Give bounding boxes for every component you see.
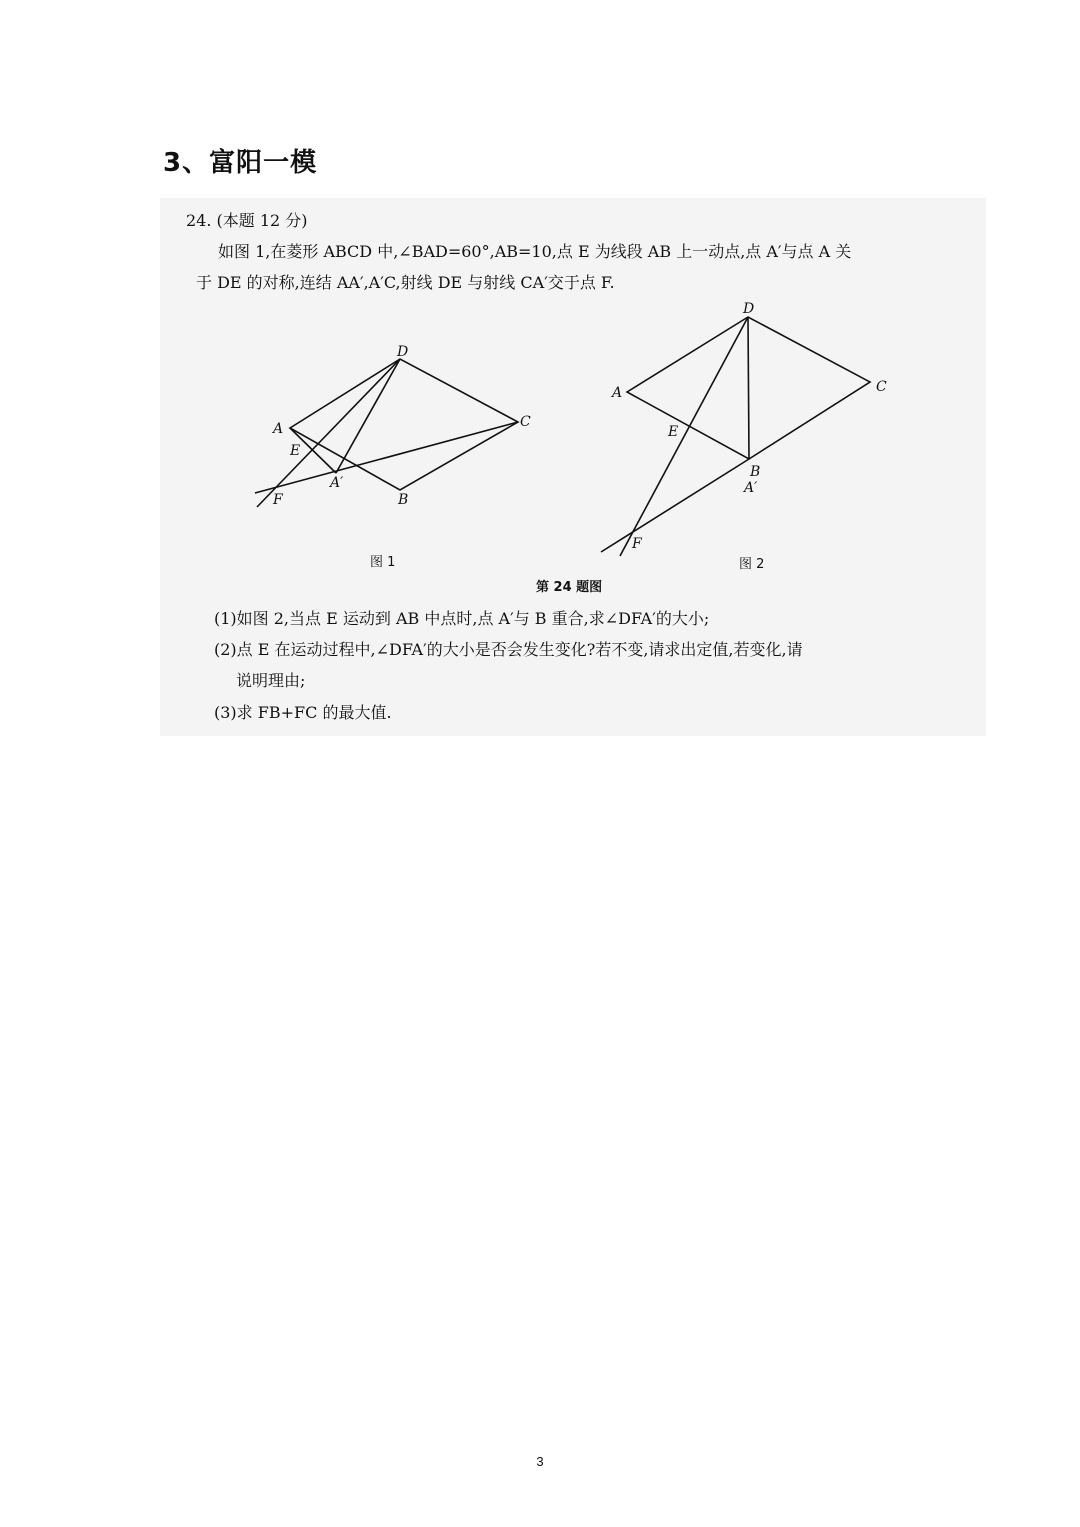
label-a-fig1: A — [273, 421, 284, 437]
ray-ca-prime-fig2 — [601, 459, 749, 552]
question-header: 24. (本题 12 分) — [186, 211, 308, 230]
page-number: 3 — [536, 1454, 544, 1469]
sub-question-1-text: (1)如图 2,当点 E 运动到 AB 中点时,点 A′与 B 重合,求∠DFA′的大小; — [214, 609, 710, 628]
figure-1-labels — [271, 344, 531, 570]
ray-de-fig2 — [620, 317, 748, 556]
label-e-fig2: E — [668, 424, 679, 440]
figure-group-caption: 第 24 题图 — [536, 580, 603, 595]
question-stem-line-1: 如图 1,在菱形 ABCD 中,∠BAD=60°,AB=10,点 E 为线段 AB 上一动点,点 A′与点 A 关 — [218, 242, 852, 261]
label-f-fig2: F — [632, 536, 642, 552]
sub-question-1 — [214, 603, 964, 634]
figure-2 — [601, 317, 870, 556]
question-stem-line-2: 于 DE 的对称,连结 AA′,A′C,射线 DE 与射线 CA′交于点 F. — [196, 273, 615, 292]
label-c-fig2: C — [876, 379, 887, 395]
sub-question-3-text: (3)求 FB+FC 的最大值. — [214, 703, 392, 722]
sub-question-3 — [214, 697, 964, 728]
segment-db-fig2 — [748, 317, 749, 459]
caption-fig2: 图 2 — [739, 557, 765, 572]
label-c-fig1: C — [520, 414, 531, 430]
rhombus-abcd-fig1 — [290, 359, 518, 490]
label-b-fig2: B — [750, 464, 761, 480]
label-b-fig1: B — [398, 492, 409, 508]
sub-question-2-text: (2)点 E 在运动过程中,∠DFA′的大小是否会发生变化?若不变,请求出定值,若变化,请 — [214, 640, 803, 659]
label-a-prime-fig1: A′ — [330, 475, 344, 491]
label-d-fig2: D — [743, 301, 755, 317]
section-heading: 3、富阳一模 — [163, 148, 318, 178]
sub-question-2 — [214, 634, 964, 696]
figure-group — [230, 300, 930, 600]
label-a-fig2: A — [612, 385, 623, 401]
label-a-prime-fig2: A′ — [744, 480, 758, 496]
label-d-fig1: D — [397, 344, 409, 360]
geometry-figures — [230, 300, 930, 600]
label-f-fig1: F — [273, 492, 283, 508]
figure-1 — [255, 359, 518, 507]
caption-fig1: 图 1 — [370, 555, 396, 570]
sub-question-2-continuation: 说明理由; — [236, 671, 306, 690]
question-stem — [196, 236, 958, 298]
label-e-fig1: E — [290, 443, 301, 459]
